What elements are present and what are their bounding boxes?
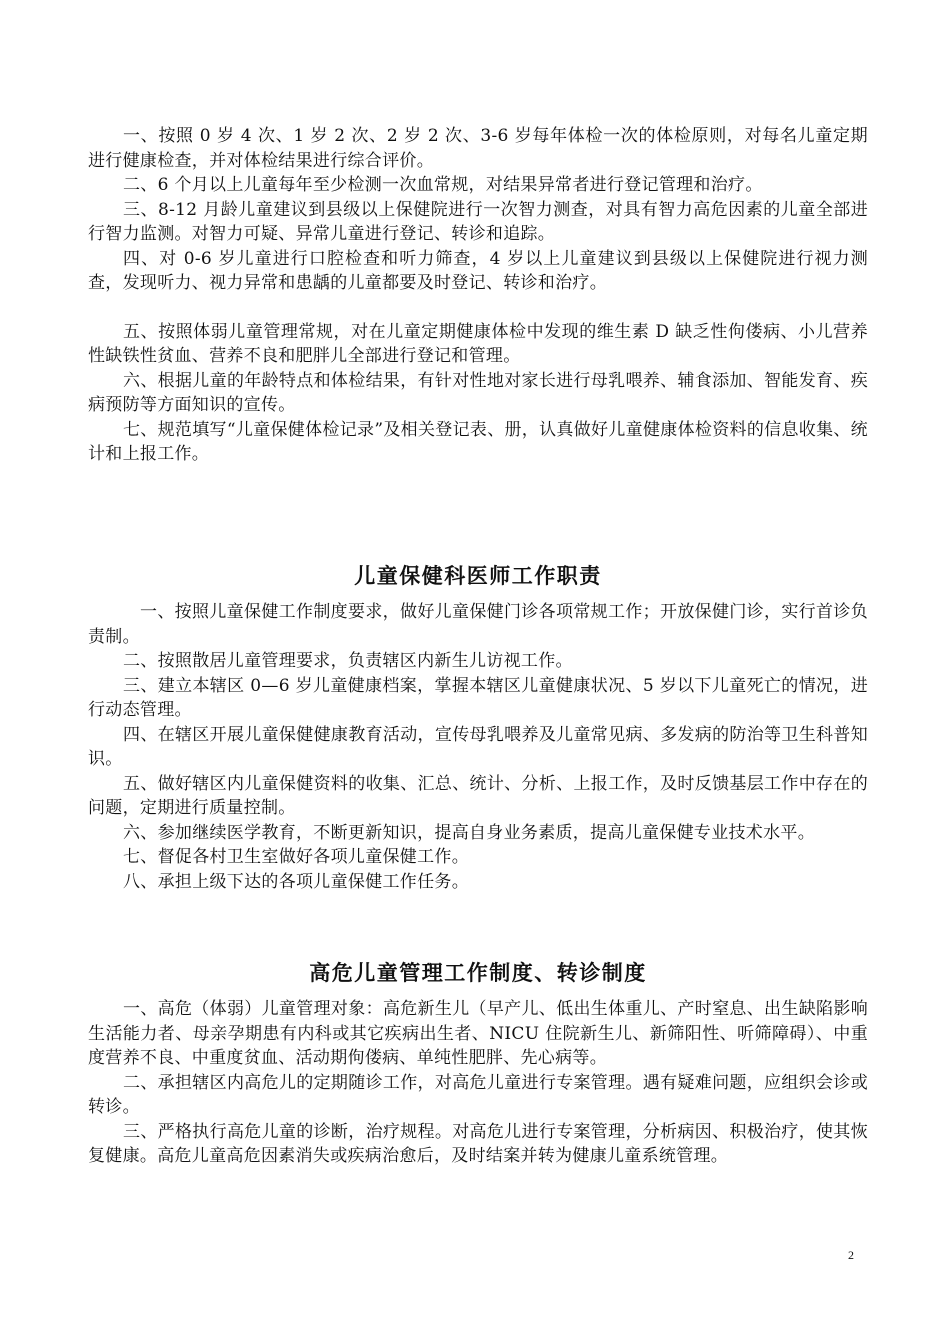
- section-title: 高危儿童管理工作制度、转诊制度: [309, 961, 647, 985]
- paragraph: 四、对 0-6 岁儿童进行口腔检查和听力筛查，4 岁以上儿童建议到县级以上保健院进行视力测查，发现听力、视力异常和患龋的儿童都要及时登记、转诊和治疗。: [88, 248, 868, 293]
- paragraph: 六、根据儿童的年龄特点和体检结果，有针对性地对家长进行母乳喂养、辅食添加、智能发育、疾病预防等方面知识的宣传。: [88, 370, 868, 415]
- paragraph: 三、严格执行高危儿童的诊断，治疗规程。对高危儿进行专案管理，分析病因、积极治疗，使其恢复健康。高危儿童高危因素消失或疾病治愈后，及时结案并转为健康儿童系统管理。: [88, 1121, 868, 1166]
- paragraph: 五、按照体弱儿童管理常规，对在儿童定期健康体检中发现的维生素 D 缺乏性佝偻病、小儿营养性缺铁性贫血、营养不良和肥胖儿全部进行登记和管理。: [88, 321, 868, 366]
- paragraph: 七、规范填写“儿童保健体检记录”及相关登记表、册，认真做好儿童健康体检资料的信息收集、统计和上报工作。: [88, 419, 868, 464]
- paragraph: 二、按照散居儿童管理要求，负责辖区内新生儿访视工作。: [123, 651, 573, 671]
- paragraph: 二、6 个月以上儿童每年至少检测一次血常规，对结果异常者进行登记管理和治疗。: [123, 175, 763, 195]
- paragraph: 一、按照 0 岁 4 次、1 岁 2 次、2 岁 2 次、3-6 岁每年体检一次的体检原则，对每名儿童定期进行健康检查，并对体检结果进行综合评价。: [88, 126, 868, 171]
- section-doctor-duties: [88, 600, 868, 894]
- paragraph: 四、在辖区开展儿童保健健康教育活动，宣传母乳喂养及儿童常见病、多发病的防治等卫生科普知识。: [88, 724, 868, 769]
- page-number: 2: [848, 1248, 854, 1262]
- paragraph: 一、高危（体弱）儿童管理对象：高危新生儿（早产儿、低出生体重儿、产时窒息、出生缺陷影响生活能力者、母亲孕期患有内科或其它疾病出生者、NICU 住院新生儿、新筛阳性、听筛障碍）、中重度营养不良、中重度贫血、活动期佝偻病、单纯性肥胖、先心病等。: [88, 999, 868, 1068]
- paragraph: 五、做好辖区内儿童保健资料的收集、汇总、统计、分析、上报工作，及时反馈基层工作中存在的问题，定期进行质量控制。: [88, 773, 868, 818]
- paragraph: 三、8-12 月龄儿童建议到县级以上保健院进行一次智力测查，对具有智力高危因素的儿童全部进行智力监测。对智力可疑、异常儿童进行登记、转诊和追踪。: [88, 199, 868, 244]
- section-high-risk-management: [88, 997, 868, 1169]
- section-child-checkup-rules: [88, 124, 868, 467]
- paragraph: 八、承担上级下达的各项儿童保健工作任务。: [123, 871, 469, 892]
- section-title: 儿童保健科医师工作职责: [354, 564, 602, 588]
- paragraph: 一、按照儿童保健工作制度要求，做好儿童保健门诊各项常规工作；开放保健门诊，实行首诊负责制。: [88, 602, 868, 647]
- paragraph: 六、参加继续医学教育，不断更新知识，提高自身业务素质，提高儿童保健专业技术水平。: [123, 822, 815, 843]
- paragraph-gap: [88, 296, 868, 320]
- paragraph: 三、建立本辖区 0—6 岁儿童健康档案，掌握本辖区儿童健康状况、5 岁以下儿童死亡的情况，进行动态管理。: [88, 675, 868, 720]
- paragraph: 七、督促各村卫生室做好各项儿童保健工作。: [123, 847, 469, 867]
- paragraph: 二、承担辖区内高危儿的定期随诊工作，对高危儿童进行专案管理。遇有疑难问题，应组织会诊或转诊。: [88, 1072, 868, 1117]
